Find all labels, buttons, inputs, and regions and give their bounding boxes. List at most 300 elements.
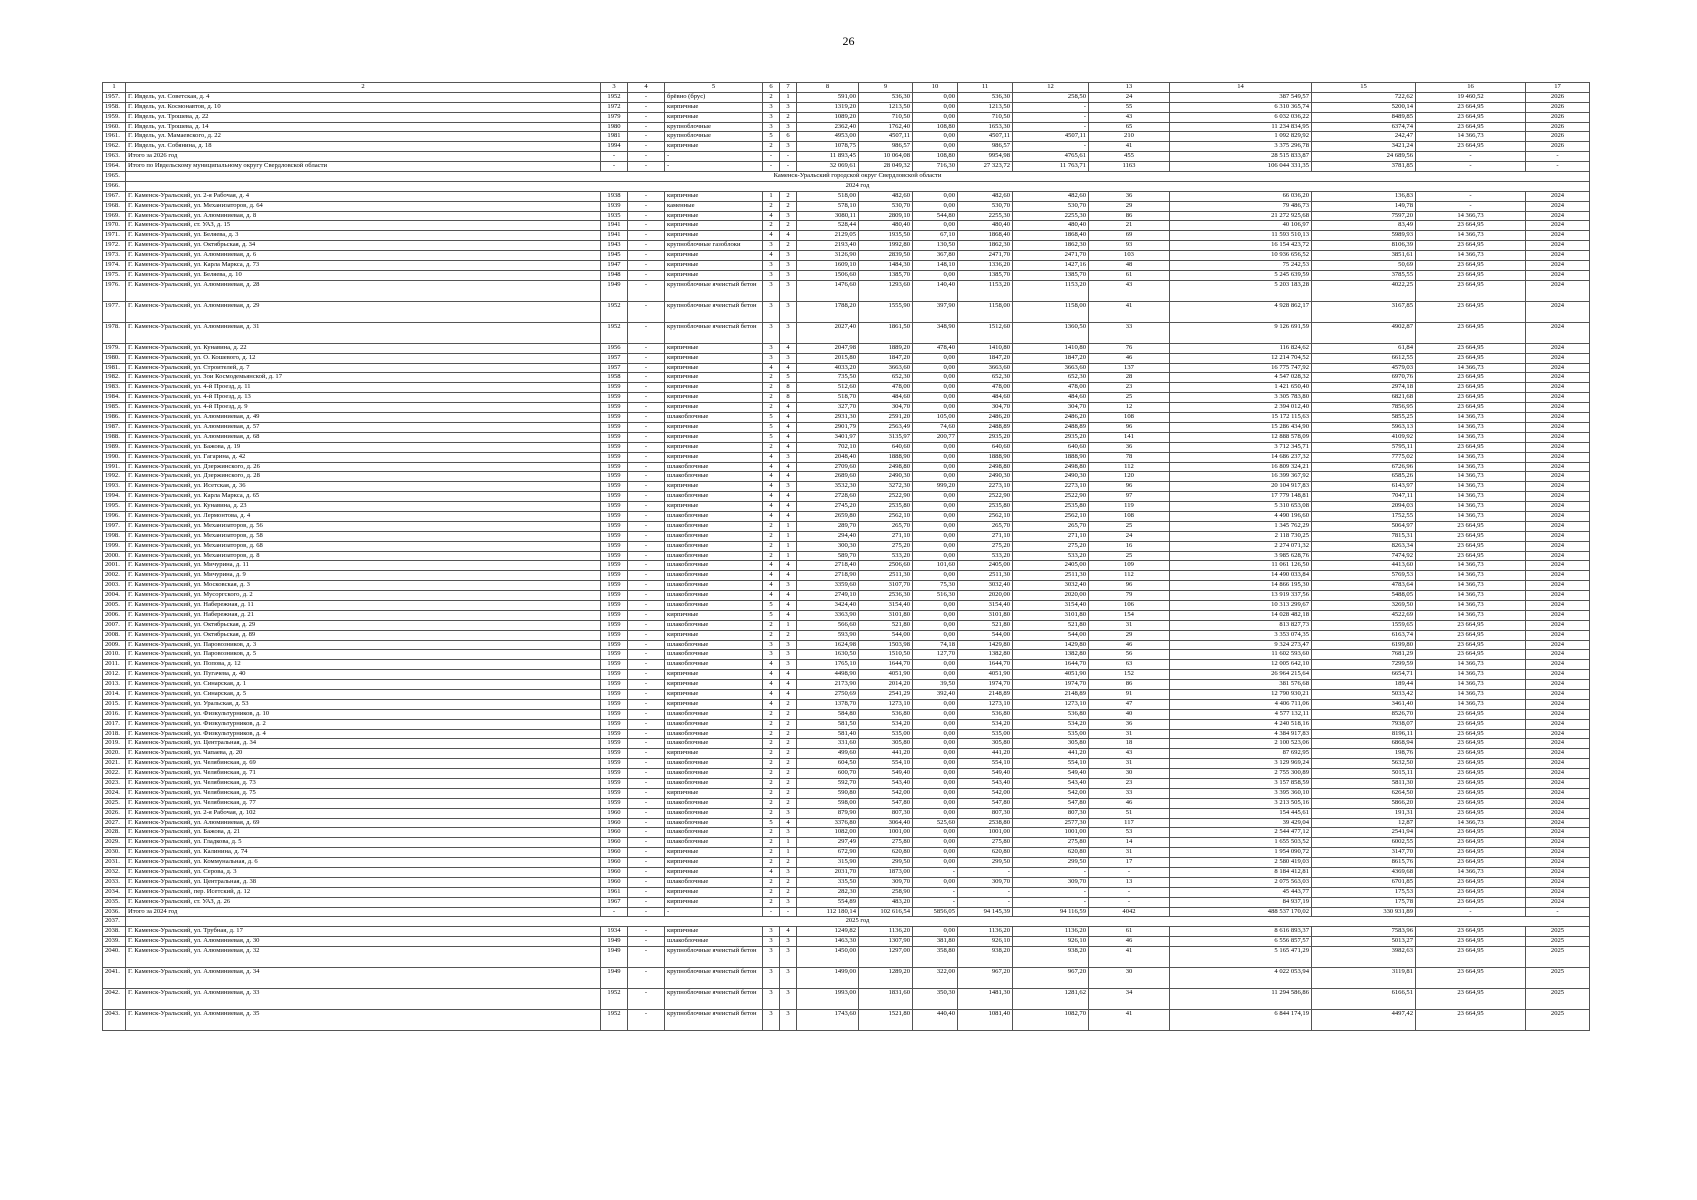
year-built-cell: 1959	[601, 650, 628, 660]
floors-cell: 2	[763, 858, 780, 868]
residents-count-cell: 31	[1089, 759, 1170, 769]
wall-material-cell: кирпичные	[665, 251, 763, 261]
cost-total-cell: 3 985 628,76	[1170, 551, 1312, 561]
wall-material-cell: кирпичные	[665, 482, 763, 492]
section-title: 2025 год	[126, 917, 1590, 927]
max-cost-per-sqm-cell: 14 366,73	[1416, 492, 1526, 502]
cost-total-cell: 12 888 578,09	[1170, 432, 1312, 442]
municipal-area-cell: 652,30	[1013, 373, 1089, 383]
floors-cell: 4	[763, 660, 780, 670]
entrances-cell: 4	[780, 462, 797, 472]
year-built-cell: 1959	[601, 541, 628, 551]
floors-cell: 3	[763, 122, 780, 132]
wall-material-cell: кирпичные	[665, 897, 763, 907]
nonresidential-area-cell: 127,70	[913, 650, 958, 660]
year-built-cell: 1949	[601, 947, 628, 968]
living-area-cell: 2535,80	[859, 502, 913, 512]
cost-total-cell: 2 274 071,32	[1170, 541, 1312, 551]
entrances-cell: 4	[780, 343, 797, 353]
living-area-cell: 521,80	[859, 620, 913, 630]
planned-year-cell: 2024	[1526, 541, 1590, 551]
year-built-cell: 1947	[601, 261, 628, 271]
nonresidential-area-cell: 0,00	[913, 600, 958, 610]
max-cost-per-sqm-cell: 23 664,95	[1416, 393, 1526, 403]
row-number-cell: 2017.	[103, 719, 126, 729]
nonresidential-area-cell: 0,00	[913, 201, 958, 211]
year-built-cell: -	[601, 162, 628, 172]
living-area-cell: 309,70	[859, 877, 913, 887]
max-cost-per-sqm-cell: 23 664,95	[1416, 221, 1526, 231]
nonresidential-area-cell: 0,00	[913, 462, 958, 472]
planned-year-cell: 2025	[1526, 989, 1590, 1010]
row-number-cell: 2043.	[103, 1010, 126, 1031]
total-area-cell: 2027,40	[797, 322, 859, 343]
total-area-cell: 2048,40	[797, 452, 859, 462]
year-reconstructed-cell: -	[628, 630, 665, 640]
apartments-area-cell: 2273,10	[958, 482, 1013, 492]
year-reconstructed-cell: -	[628, 620, 665, 630]
wall-material-cell: кирпичные	[665, 670, 763, 680]
address-cell: Г. Каменск-Уральский, ул. Алюминиевая, д. 33	[126, 989, 601, 1010]
total-area-cell: 1743,60	[797, 1010, 859, 1031]
total-area-cell: 1089,20	[797, 112, 859, 122]
address-cell: Г. Каменск-Уральский, ул. Карла Маркса, д. 73	[126, 261, 601, 271]
row-number-cell: 2011.	[103, 660, 126, 670]
address-cell: Г. Каменск-Уральский, ул. Чапаева, д. 20	[126, 749, 601, 759]
max-cost-per-sqm-cell: 23 664,95	[1416, 301, 1526, 322]
address-cell: Г. Каменск-Уральский, ул. Набережная, д. 21	[126, 610, 601, 620]
year-reconstructed-cell: -	[628, 968, 665, 989]
cost-per-sqm-cell: 6002,55	[1312, 838, 1416, 848]
nonresidential-area-cell: 0,00	[913, 927, 958, 937]
apartments-area-cell: 652,30	[958, 373, 1013, 383]
year-reconstructed-cell: -	[628, 1010, 665, 1031]
cost-per-sqm-cell: 3421,24	[1312, 142, 1416, 152]
column-header: 17	[1526, 83, 1590, 93]
max-cost-per-sqm-cell: 14 366,73	[1416, 482, 1526, 492]
living-area-cell: 1510,50	[859, 650, 913, 660]
apartments-area-cell: 1081,40	[958, 1010, 1013, 1031]
entrances-cell: 1	[780, 92, 797, 102]
living-area-cell: 299,50	[859, 858, 913, 868]
year-built-cell: 1979	[601, 112, 628, 122]
cost-total-cell: 4 022 053,94	[1170, 968, 1312, 989]
residents-count-cell: 56	[1089, 650, 1170, 660]
year-reconstructed-cell: -	[628, 201, 665, 211]
floors-cell: 3	[763, 968, 780, 989]
max-cost-per-sqm-cell: 23 664,95	[1416, 102, 1526, 112]
apartments-area-cell: 2020,00	[958, 591, 1013, 601]
year-built-cell: 1952	[601, 301, 628, 322]
municipal-area-cell: 534,20	[1013, 719, 1089, 729]
entrances-cell: 4	[780, 680, 797, 690]
municipal-area-cell: 1888,90	[1013, 452, 1089, 462]
planned-year-cell: 2025	[1526, 937, 1590, 947]
nonresidential-area-cell: 200,77	[913, 432, 958, 442]
entrances-cell: 4	[780, 571, 797, 581]
wall-material-cell: шлакоблочные	[665, 719, 763, 729]
cost-per-sqm-cell: 5200,14	[1312, 102, 1416, 112]
year-reconstructed-cell: -	[628, 122, 665, 132]
cost-total-cell: 11 061 126,50	[1170, 561, 1312, 571]
year-reconstructed-cell: -	[628, 729, 665, 739]
residents-count-cell: 48	[1089, 261, 1170, 271]
row-number-cell: 2018.	[103, 729, 126, 739]
address-cell: Г. Каменск-Уральский, ул. Гладкова, д. 5	[126, 838, 601, 848]
living-area-cell: 1935,50	[859, 231, 913, 241]
nonresidential-area-cell: 75,30	[913, 581, 958, 591]
residents-count-cell: 1163	[1089, 162, 1170, 172]
entrances-cell: 3	[780, 937, 797, 947]
wall-material-cell: шлакоблочные	[665, 769, 763, 779]
cost-per-sqm-cell: 6701,85	[1312, 877, 1416, 887]
cost-per-sqm-cell: 8489,85	[1312, 112, 1416, 122]
table-row	[103, 211, 1590, 221]
nonresidential-area-cell: 0,00	[913, 699, 958, 709]
year-reconstructed-cell: -	[628, 709, 665, 719]
max-cost-per-sqm-cell: 14 366,73	[1416, 452, 1526, 462]
floors-cell: 1	[763, 191, 780, 201]
table-row	[103, 301, 1590, 322]
cost-total-cell: 16 154 423,72	[1170, 241, 1312, 251]
residents-count-cell: 78	[1089, 452, 1170, 462]
row-number-cell: 1983.	[103, 383, 126, 393]
cost-total-cell: 14 686 237,32	[1170, 452, 1312, 462]
year-reconstructed-cell: -	[628, 221, 665, 231]
living-area-cell: 482,60	[859, 191, 913, 201]
municipal-area-cell: 482,60	[1013, 191, 1089, 201]
cost-per-sqm-cell: 5632,50	[1312, 759, 1416, 769]
cost-total-cell: 1 421 650,40	[1170, 383, 1312, 393]
cost-total-cell: 4 240 518,16	[1170, 719, 1312, 729]
year-reconstructed-cell: -	[628, 343, 665, 353]
section-row	[103, 172, 1590, 182]
row-number-cell: 2038.	[103, 927, 126, 937]
year-reconstructed-cell: -	[628, 937, 665, 947]
nonresidential-area-cell: 0,00	[913, 571, 958, 581]
apartments-area-cell: 1382,80	[958, 650, 1013, 660]
row-number: 1966.	[103, 181, 126, 191]
cost-per-sqm-cell: 7938,07	[1312, 719, 1416, 729]
planned-year-cell: 2024	[1526, 838, 1590, 848]
wall-material-cell: кирпичные	[665, 749, 763, 759]
year-reconstructed-cell: -	[628, 531, 665, 541]
residents-count-cell: 65	[1089, 122, 1170, 132]
year-reconstructed-cell: -	[628, 868, 665, 878]
entrances-cell: 3	[780, 251, 797, 261]
living-area-cell: 534,20	[859, 719, 913, 729]
cost-per-sqm-cell: 722,62	[1312, 92, 1416, 102]
municipal-area-cell: 94 116,59	[1013, 907, 1089, 917]
apartments-area-cell: 2562,10	[958, 511, 1013, 521]
municipal-area-cell: 2486,20	[1013, 413, 1089, 423]
nonresidential-area-cell: 358,80	[913, 947, 958, 968]
floors-cell: 3	[763, 1010, 780, 1031]
table-row	[103, 422, 1590, 432]
planned-year-cell: 2024	[1526, 422, 1590, 432]
entrances-cell: 4	[780, 422, 797, 432]
table-row	[103, 343, 1590, 353]
wall-material-cell: шлакоблочные	[665, 591, 763, 601]
column-header: 5	[665, 83, 763, 93]
cost-total-cell: 40 106,97	[1170, 221, 1312, 231]
row-number-cell: 1967.	[103, 191, 126, 201]
planned-year-cell: 2024	[1526, 818, 1590, 828]
cost-per-sqm-cell: 5013,27	[1312, 937, 1416, 947]
nonresidential-area-cell: 0,00	[913, 132, 958, 142]
cost-per-sqm-cell: 5033,42	[1312, 689, 1416, 699]
address-cell: Итого за 2024 год	[126, 907, 601, 917]
residents-count-cell: -	[1089, 887, 1170, 897]
year-built-cell: 1959	[601, 699, 628, 709]
floors-cell: 3	[763, 261, 780, 271]
row-number-cell: 1972.	[103, 241, 126, 251]
municipal-area-cell: 1427,16	[1013, 261, 1089, 271]
year-built-cell: 1959	[601, 531, 628, 541]
municipal-area-cell: 640,60	[1013, 442, 1089, 452]
nonresidential-area-cell: 0,00	[913, 739, 958, 749]
max-cost-per-sqm-cell: 23 664,95	[1416, 719, 1526, 729]
wall-material-cell: шлакоблочные	[665, 561, 763, 571]
table-body	[103, 83, 1590, 1031]
column-header: 16	[1416, 83, 1526, 93]
row-number-cell: 2034.	[103, 887, 126, 897]
year-reconstructed-cell: -	[628, 759, 665, 769]
year-reconstructed-cell: -	[628, 472, 665, 482]
municipal-area-cell: 967,20	[1013, 968, 1089, 989]
max-cost-per-sqm-cell: 23 664,95	[1416, 261, 1526, 271]
address-cell: Г. Каменск-Уральский, ул. Карла Маркса, д. 65	[126, 492, 601, 502]
apartments-area-cell: 547,80	[958, 798, 1013, 808]
year-reconstructed-cell: -	[628, 102, 665, 112]
total-area-cell: 2173,90	[797, 680, 859, 690]
entrances-cell: 2	[780, 739, 797, 749]
address-cell: Г. Каменск-Уральский, ул. Калинина, д. 74	[126, 848, 601, 858]
residents-count-cell: 41	[1089, 301, 1170, 322]
address-cell: Г. Каменск-Уральский, ул. Механизаторов, д. 56	[126, 521, 601, 531]
table-row	[103, 142, 1590, 152]
living-area-cell: 3107,70	[859, 581, 913, 591]
apartments-area-cell: 542,00	[958, 788, 1013, 798]
total-area-cell: 590,80	[797, 788, 859, 798]
entrances-cell: 4	[780, 502, 797, 512]
row-number: 1965.	[103, 172, 126, 182]
entrances-cell: 3	[780, 270, 797, 280]
row-number-cell: 2013.	[103, 680, 126, 690]
year-reconstructed-cell: -	[628, 152, 665, 162]
cost-total-cell: 2 100 523,06	[1170, 739, 1312, 749]
floors-cell: 4	[763, 452, 780, 462]
cost-per-sqm-cell: 8263,34	[1312, 541, 1416, 551]
entrances-cell: 2	[780, 699, 797, 709]
cost-total-cell: 39 429,04	[1170, 818, 1312, 828]
planned-year-cell: 2024	[1526, 868, 1590, 878]
municipal-area-cell: 3101,80	[1013, 610, 1089, 620]
max-cost-per-sqm-cell: 14 366,73	[1416, 571, 1526, 581]
apartments-area-cell: 275,80	[958, 838, 1013, 848]
total-area-cell: 2129,05	[797, 231, 859, 241]
entrances-cell: 3	[780, 482, 797, 492]
entrances-cell: 3	[780, 322, 797, 343]
table-row	[103, 270, 1590, 280]
planned-year-cell: 2026	[1526, 142, 1590, 152]
year-built-cell: 1959	[601, 452, 628, 462]
max-cost-per-sqm-cell: 23 664,95	[1416, 521, 1526, 531]
planned-year-cell: 2024	[1526, 301, 1590, 322]
floors-cell: 3	[763, 301, 780, 322]
nonresidential-area-cell: 0,00	[913, 541, 958, 551]
row-number-cell: 1975.	[103, 270, 126, 280]
total-area-cell: 592,70	[797, 779, 859, 789]
entrances-cell: 3	[780, 808, 797, 818]
cost-total-cell: 26 964 215,64	[1170, 670, 1312, 680]
cost-per-sqm-cell: 8196,11	[1312, 729, 1416, 739]
column-header: 2	[126, 83, 601, 93]
floors-cell: 4	[763, 363, 780, 373]
floors-cell: 2	[763, 221, 780, 231]
wall-material-cell: кирпичные	[665, 848, 763, 858]
planned-year-cell: -	[1526, 907, 1590, 917]
column-header: 8	[797, 83, 859, 93]
apartments-area-cell: 967,20	[958, 968, 1013, 989]
apartments-area-cell: 549,40	[958, 769, 1013, 779]
table-row	[103, 221, 1590, 231]
living-area-cell: 1521,80	[859, 1010, 913, 1031]
planned-year-cell: 2024	[1526, 383, 1590, 393]
row-number-cell: 2003.	[103, 581, 126, 591]
planned-year-cell: -	[1526, 162, 1590, 172]
living-area-cell: 275,80	[859, 838, 913, 848]
living-area-cell: 275,20	[859, 541, 913, 551]
nonresidential-area-cell: 0,00	[913, 670, 958, 680]
nonresidential-area-cell: -	[913, 868, 958, 878]
cost-total-cell: 1 954 090,72	[1170, 848, 1312, 858]
residents-count-cell: 106	[1089, 600, 1170, 610]
row-number-cell: 1964.	[103, 162, 126, 172]
year-built-cell: 1949	[601, 937, 628, 947]
municipal-area-cell: 309,70	[1013, 877, 1089, 887]
residents-count-cell: 17	[1089, 858, 1170, 868]
planned-year-cell: 2024	[1526, 680, 1590, 690]
year-built-cell: 1941	[601, 221, 628, 231]
cost-per-sqm-cell: 5989,93	[1312, 231, 1416, 241]
nonresidential-area-cell: 716,30	[913, 162, 958, 172]
address-cell: Г. Каменск-Уральский, ул. Алюминиевая, д. 68	[126, 432, 601, 442]
floors-cell: 2	[763, 383, 780, 393]
municipal-area-cell: -	[1013, 122, 1089, 132]
table-row	[103, 403, 1590, 413]
max-cost-per-sqm-cell: -	[1416, 201, 1526, 211]
floors-cell: -	[763, 162, 780, 172]
year-reconstructed-cell: -	[628, 383, 665, 393]
year-reconstructed-cell: -	[628, 393, 665, 403]
total-area-cell: 735,50	[797, 373, 859, 383]
total-area-cell: 4498,90	[797, 670, 859, 680]
max-cost-per-sqm-cell: 14 366,73	[1416, 462, 1526, 472]
residents-count-cell: 120	[1089, 472, 1170, 482]
year-built-cell: 1934	[601, 927, 628, 937]
year-reconstructed-cell: -	[628, 551, 665, 561]
wall-material-cell: шлакоблочные	[665, 462, 763, 472]
nonresidential-area-cell: 0,00	[913, 630, 958, 640]
floors-cell: 2	[763, 442, 780, 452]
year-reconstructed-cell: -	[628, 541, 665, 551]
floors-cell: 3	[763, 241, 780, 251]
max-cost-per-sqm-cell: 23 664,95	[1416, 620, 1526, 630]
municipal-area-cell: 4051,90	[1013, 670, 1089, 680]
wall-material-cell: кирпичные	[665, 699, 763, 709]
year-reconstructed-cell: -	[628, 251, 665, 261]
max-cost-per-sqm-cell: -	[1416, 162, 1526, 172]
municipal-area-cell: 2935,20	[1013, 432, 1089, 442]
living-area-cell: 1293,60	[859, 280, 913, 301]
entrances-cell: 6	[780, 132, 797, 142]
year-built-cell: 1959	[601, 620, 628, 630]
address-cell: Г. Каменск-Уральский, ул. Алюминиевая, д. 32	[126, 947, 601, 968]
max-cost-per-sqm-cell: 14 366,73	[1416, 251, 1526, 261]
cost-per-sqm-cell: 6970,76	[1312, 373, 1416, 383]
nonresidential-area-cell: 0,00	[913, 393, 958, 403]
address-cell: Г. Каменск-Уральский, ул. 4-й Проезд, д. 9	[126, 403, 601, 413]
wall-material-cell: кирпичные	[665, 788, 763, 798]
municipal-area-cell: 2577,30	[1013, 818, 1089, 828]
max-cost-per-sqm-cell: 23 664,95	[1416, 947, 1526, 968]
address-cell: Г. Каменск-Уральский, ул. Дзержинского, д. 26	[126, 462, 601, 472]
cost-total-cell: 4 490 196,60	[1170, 511, 1312, 521]
cost-total-cell: 4 547 028,32	[1170, 373, 1312, 383]
address-cell: Г. Каменск-Уральский, ул. Механизаторов, д. 64	[126, 201, 601, 211]
living-area-cell: 542,00	[859, 788, 913, 798]
nonresidential-area-cell: 0,00	[913, 709, 958, 719]
municipal-area-cell: 1429,80	[1013, 640, 1089, 650]
living-area-cell: 1136,20	[859, 927, 913, 937]
cost-total-cell: 2 544 477,12	[1170, 828, 1312, 838]
nonresidential-area-cell: 544,80	[913, 211, 958, 221]
apartments-area-cell: 271,10	[958, 531, 1013, 541]
entrances-cell: -	[780, 162, 797, 172]
year-built-cell: 1959	[601, 689, 628, 699]
column-header: 12	[1013, 83, 1089, 93]
municipal-area-cell: 4765,61	[1013, 152, 1089, 162]
year-built-cell: 1959	[601, 502, 628, 512]
apartments-area-cell: 2935,20	[958, 432, 1013, 442]
nonresidential-area-cell: 0,00	[913, 452, 958, 462]
residents-count-cell: 141	[1089, 432, 1170, 442]
living-area-cell: 2498,80	[859, 462, 913, 472]
address-cell: Г. Каменск-Уральский, ул. 4-й Проезд, д. 11	[126, 383, 601, 393]
total-area-cell: 3424,40	[797, 600, 859, 610]
row-number-cell: 1959.	[103, 112, 126, 122]
entrances-cell: 1	[780, 620, 797, 630]
floors-cell: 3	[763, 280, 780, 301]
nonresidential-area-cell: 0,00	[913, 511, 958, 521]
row-number-cell: 2004.	[103, 591, 126, 601]
total-area-cell: 584,80	[797, 709, 859, 719]
municipal-area-cell: -	[1013, 112, 1089, 122]
planned-year-cell: 2024	[1526, 739, 1590, 749]
address-cell: Г. Ивдель, ул. Мамаевского, д. 22	[126, 132, 601, 142]
nonresidential-area-cell: 0,00	[913, 383, 958, 393]
cost-per-sqm-cell: 2974,18	[1312, 383, 1416, 393]
year-reconstructed-cell: -	[628, 600, 665, 610]
total-area-cell: 327,70	[797, 403, 859, 413]
residents-count-cell: 137	[1089, 363, 1170, 373]
living-area-cell: 3101,80	[859, 610, 913, 620]
cost-total-cell: 16 775 747,92	[1170, 363, 1312, 373]
table-row	[103, 680, 1590, 690]
cost-per-sqm-cell: 5488,05	[1312, 591, 1416, 601]
entrances-cell: 4	[780, 670, 797, 680]
